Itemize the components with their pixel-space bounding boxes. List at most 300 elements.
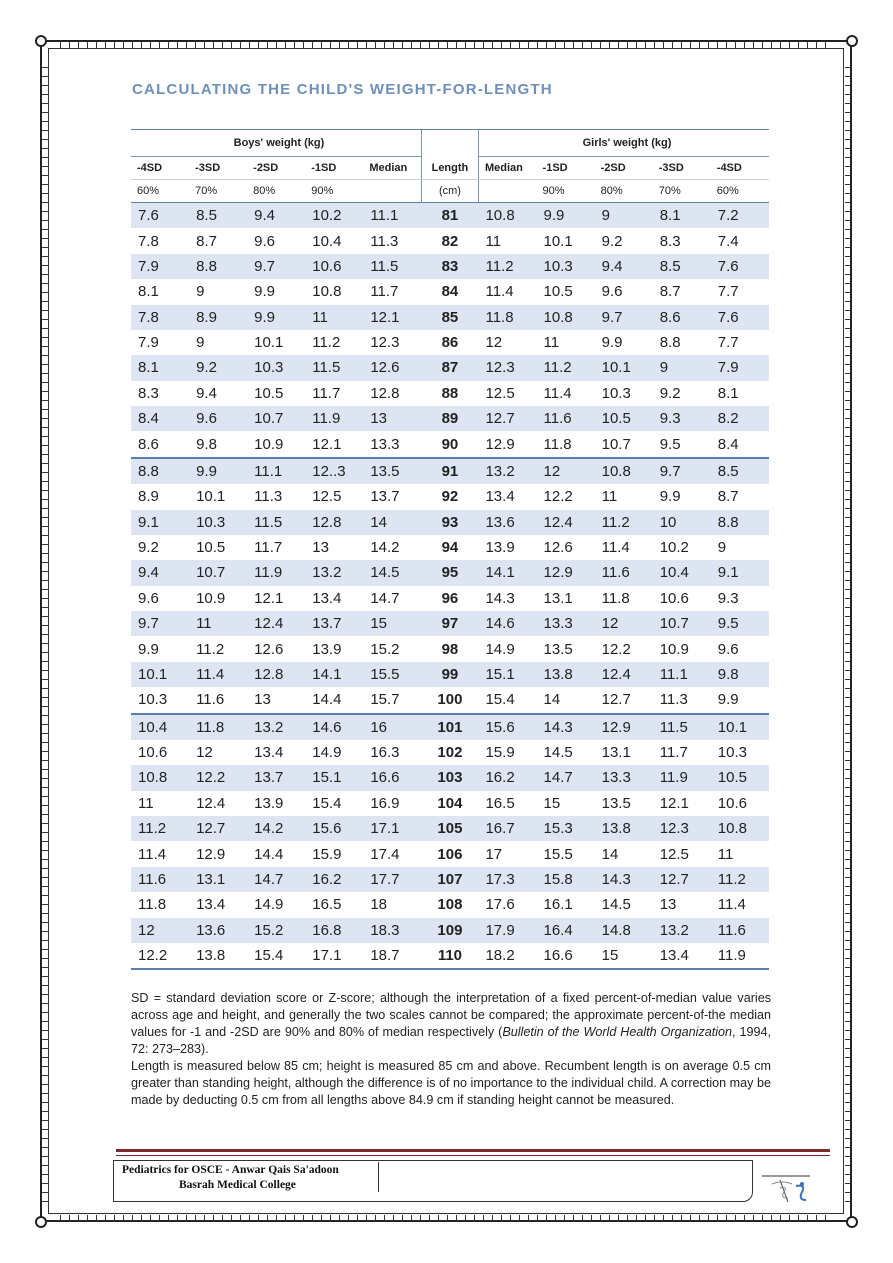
girls-weight-cell: 13.3 [537, 611, 595, 636]
boys-weight-cell: 11.3 [370, 232, 399, 250]
table-body [131, 203, 769, 970]
boys-weight-cell: 9 [196, 334, 205, 352]
boys-weight-cell: 9.1 [131, 510, 189, 535]
footer-rule [116, 1155, 830, 1156]
boys-weight-cell: 7.8 [131, 305, 189, 330]
boys-weight-cell: 12 [131, 918, 189, 943]
girls-weight-cell: 13.4 [485, 488, 515, 506]
girls-weight-cell: 9.6 [717, 640, 739, 658]
length-cell: 97 [421, 611, 478, 636]
girls-weight-cell: 12.3 [478, 355, 536, 380]
girls-weight-cell: 17 [485, 845, 503, 863]
note-text: SD = standard deviation score or Z-score; although the interpretation of a fixed percent-of-median value varies across age and height, and generally the two scales cannot be compared; the approximate percent-of-the median values for -1 and -2SD are 90% and 80% of median respectively ( [131, 991, 771, 1039]
girls-weight-cell: 10.7 [601, 435, 631, 453]
girls-weight-cell: 8.2 [711, 406, 769, 431]
boys-weight-cell: 14.1 [305, 662, 363, 687]
boys-weight-cell: 11.2 [131, 816, 189, 841]
girls-weight-cell: 10.5 [543, 283, 573, 301]
girls-weight-cell: 14.1 [478, 560, 536, 585]
girls-weight-cell: 10.5 [595, 406, 653, 431]
girls-weight-cell: 10.3 [717, 744, 747, 762]
footer-credit [122, 1163, 339, 1193]
girls-weight-cell: 7.7 [717, 334, 739, 352]
note-sd-definition [131, 990, 771, 1058]
length-cell: 96 [441, 589, 459, 607]
girls-weight-cell: 18.2 [478, 943, 536, 969]
girls-weight-cell: 17.9 [478, 918, 536, 943]
length-header-blank [421, 130, 478, 157]
boys-weight-cell: 17.4 [370, 845, 400, 863]
girls-weight-cell: 11.6 [711, 918, 769, 943]
boys-weight-cell: 12.4 [247, 611, 305, 636]
girls-weight-cell: 12.1 [659, 794, 689, 812]
boys-weight-cell: 8.3 [138, 384, 159, 402]
boys-weight-cell: 9.2 [189, 355, 247, 380]
boys-weight-cell: 14.7 [370, 589, 400, 607]
girls-weight-cell: 12.7 [653, 867, 711, 892]
girls-weight-cell: 14.5 [543, 744, 573, 762]
note-citation: Bulletin of the World Health Organization [502, 1025, 733, 1039]
girls-weight-cell: 11.2 [711, 867, 769, 892]
length-cell: 106 [437, 845, 463, 863]
border-ornament-left [42, 60, 48, 1202]
boys-weight-cell: 10.1 [131, 662, 189, 687]
girls-weight-cell: 7.9 [711, 355, 769, 380]
boys-weight-cell: 9.6 [138, 589, 159, 607]
girls-weight-cell: 13.1 [601, 744, 631, 762]
boys-weight-cell: 10.5 [254, 384, 284, 402]
boys-weight-cell: 14.6 [305, 714, 363, 740]
boys-weight-cell: 12.8 [370, 384, 400, 402]
length-cell: 107 [421, 867, 478, 892]
girls-weight-cell: 11 [601, 488, 618, 506]
boys-weight-cell: 12 [196, 744, 213, 762]
girls-weight-cell: 8.5 [711, 458, 769, 484]
length-cell: 94 [441, 539, 459, 557]
boys-weight-cell: 13.2 [247, 714, 305, 740]
boys-weight-cell: 9.2 [138, 539, 159, 557]
girls-weight-cell: 13.2 [478, 458, 536, 484]
boys-weight-cell: 17.1 [363, 816, 421, 841]
boys-weight-cell: 8.5 [189, 203, 247, 229]
girls-weight-cell: 12.5 [659, 845, 689, 863]
girls-weight-cell: 13.8 [537, 662, 595, 687]
weight-for-length-table [131, 129, 769, 970]
boys-weight-cell: 13.8 [189, 943, 247, 969]
girls-weight-cell: 11.6 [595, 560, 653, 585]
length-cell: 92 [441, 488, 459, 506]
girls-weight-cell: 10.1 [543, 232, 573, 250]
girls-weight-cell: 14.5 [601, 896, 631, 914]
boys-weight-cell: 14.4 [254, 845, 284, 863]
table-row [131, 714, 769, 740]
table-row [131, 355, 769, 380]
boys-weight-cell: 13.7 [305, 611, 363, 636]
girls-weight-cell: 11 [543, 334, 560, 352]
girls-weight-cell: 10.7 [653, 611, 711, 636]
girls-weight-cell: 10.9 [659, 640, 689, 658]
boys-weight-cell: 10.4 [131, 714, 189, 740]
boys-weight-cell: 13.4 [196, 896, 226, 914]
boys-weight-cell: 13.9 [312, 640, 342, 658]
girls-weight-cell: 10.1 [595, 355, 653, 380]
girls-weight-cell: 9.7 [653, 458, 711, 484]
length-cell: 95 [421, 560, 478, 585]
girls-weight-cell: 7.7 [717, 283, 739, 301]
table-row [131, 254, 769, 279]
boys-weight-cell: 15.1 [305, 765, 363, 790]
border-ornament-right [845, 60, 851, 1202]
boys-weight-cell: 11 [138, 794, 154, 812]
table-row [131, 279, 769, 304]
boys-weight-cell: 11.7 [312, 384, 341, 402]
girls-weight-cell: 10.5 [711, 765, 769, 790]
girls-weight-cell: 12.5 [485, 384, 515, 402]
boys-weight-cell: 10.4 [312, 232, 342, 250]
border-ornament-top [60, 42, 832, 48]
length-cell: 81 [421, 203, 478, 229]
column-header-sd: Median [363, 157, 421, 180]
length-cell: 98 [441, 640, 459, 658]
girls-weight-cell: 11.9 [653, 765, 711, 790]
boys-weight-cell: 13.5 [363, 458, 421, 484]
boys-weight-cell: 17.7 [363, 867, 421, 892]
boys-weight-cell: 8.9 [138, 488, 159, 506]
boys-weight-cell: 10.1 [254, 334, 284, 352]
corner-ornament-icon [843, 1213, 861, 1231]
column-header-pct: 60% [711, 180, 769, 203]
girls-weight-cell: 12.9 [595, 714, 653, 740]
boys-weight-cell: 14.4 [312, 691, 342, 709]
girls-weight-cell: 9 [653, 355, 711, 380]
boys-weight-cell: 7.8 [138, 232, 159, 250]
boys-weight-cell: 11 [305, 305, 363, 330]
girls-weight-cell: 15.1 [478, 662, 536, 687]
table-row [131, 330, 769, 355]
girls-weight-cell: 7.2 [711, 203, 769, 229]
length-cell: 88 [441, 384, 459, 402]
table-row [131, 484, 769, 509]
boys-weight-cell: 8.9 [189, 305, 247, 330]
girls-weight-cell: 8.5 [653, 254, 711, 279]
boys-weight-cell: 12.6 [254, 640, 284, 658]
border-ornament-bottom [60, 1215, 832, 1221]
column-header-pct: 90% [305, 180, 363, 203]
column-header-sd: -2SD [595, 157, 653, 180]
length-cell: 99 [421, 662, 478, 687]
girls-weight-header: Girls' weight (kg) [478, 130, 769, 157]
boys-weight-cell: 14.2 [247, 816, 305, 841]
girls-weight-cell: 16.2 [478, 765, 536, 790]
length-header: Length [421, 157, 478, 180]
table-row [131, 687, 769, 713]
boys-weight-cell: 15.5 [363, 662, 421, 687]
girls-weight-cell: 10.1 [711, 714, 769, 740]
girls-weight-cell: 7.4 [717, 232, 739, 250]
girls-weight-cell: 14.7 [537, 765, 595, 790]
boys-weight-cell: 18.7 [363, 943, 421, 969]
girls-weight-cell: 10 [653, 510, 711, 535]
girls-weight-cell: 11.5 [653, 714, 711, 740]
girls-weight-cell: 10.8 [478, 203, 536, 229]
table-row [131, 535, 769, 560]
corner-ornament-icon [843, 32, 861, 50]
boys-weight-cell: 13.9 [254, 794, 284, 812]
boys-weight-cell: 11.6 [196, 691, 225, 709]
table-row [131, 943, 769, 969]
boys-weight-cell: 8.4 [131, 406, 189, 431]
boys-weight-cell: 10.9 [196, 589, 226, 607]
girls-weight-cell: 13.1 [543, 589, 573, 607]
girls-weight-cell: 8.7 [717, 488, 739, 506]
length-cell: 110 [421, 943, 478, 969]
boys-weight-cell: 12.5 [312, 488, 342, 506]
boys-weight-cell: 7.6 [131, 203, 189, 229]
girls-weight-cell: 16.1 [543, 896, 573, 914]
table-row [131, 305, 769, 330]
boys-weight-cell: 14.9 [254, 896, 284, 914]
girls-weight-cell: 11.4 [543, 384, 572, 402]
column-header-sd: -1SD [537, 157, 595, 180]
length-cell: 109 [421, 918, 478, 943]
girls-weight-cell: 15.3 [537, 816, 595, 841]
boys-weight-cell: 16.9 [370, 794, 400, 812]
girls-weight-cell: 8.1 [653, 203, 711, 229]
girls-weight-cell: 11.1 [653, 662, 711, 687]
boys-weight-cell: 15.4 [312, 794, 342, 812]
girls-weight-cell: 12.9 [537, 560, 595, 585]
girls-weight-cell: 14.3 [595, 867, 653, 892]
column-header-sd: -1SD [305, 157, 363, 180]
girls-weight-cell: 10.6 [659, 589, 689, 607]
girls-weight-cell: 9.2 [659, 384, 681, 402]
boys-weight-cell: 9.7 [247, 254, 305, 279]
girls-weight-cell: 11 [717, 845, 734, 863]
boys-weight-cell: 8.1 [131, 355, 189, 380]
girls-weight-cell: 10.3 [537, 254, 595, 279]
boys-weight-cell: 16.8 [305, 918, 363, 943]
girls-weight-cell: 9.3 [653, 406, 711, 431]
table-row [131, 816, 769, 841]
girls-weight-cell: 13 [659, 896, 677, 914]
boys-weight-cell: 8.1 [138, 283, 159, 301]
table-row [131, 867, 769, 892]
boys-weight-cell: 11.4 [189, 662, 247, 687]
girls-weight-cell: 9.2 [601, 232, 623, 250]
boys-weight-cell: 7.9 [138, 334, 159, 352]
boys-weight-cell: 11.6 [131, 867, 189, 892]
boys-weight-cell: 10.3 [247, 355, 305, 380]
boys-weight-cell: 15.2 [247, 918, 305, 943]
boys-weight-cell: 11.1 [363, 203, 421, 229]
boys-weight-cell: 12.7 [189, 816, 247, 841]
boys-weight-cell: 13 [363, 406, 421, 431]
girls-weight-cell: 11.6 [537, 406, 595, 431]
girls-weight-cell: 15.5 [543, 845, 573, 863]
column-header-pct: 80% [247, 180, 305, 203]
footer-divider [378, 1162, 379, 1192]
boys-weight-cell: 15.9 [312, 845, 342, 863]
boys-weight-cell: 10.7 [247, 406, 305, 431]
girls-weight-cell: 11.8 [543, 435, 572, 453]
boys-weight-cell: 18 [370, 896, 387, 914]
girls-weight-cell: 10.6 [717, 794, 747, 812]
boys-weight-cell: 12.3 [370, 334, 400, 352]
girls-weight-cell: 12.6 [543, 539, 573, 557]
boys-weight-cell: 10.6 [138, 744, 168, 762]
girls-weight-cell: 8.8 [659, 334, 681, 352]
boys-weight-cell: 10.7 [189, 560, 247, 585]
boys-weight-cell: 12.1 [312, 435, 342, 453]
girls-weight-cell: 12.2 [601, 640, 631, 658]
page-title: CALCULATING THE CHILD'S WEIGHT-FOR-LENGTH [132, 81, 553, 98]
column-header-sd: -3SD [189, 157, 247, 180]
column-header-pct [478, 180, 536, 203]
boys-weight-cell: 15.2 [370, 640, 400, 658]
boys-weight-cell: 11.2 [312, 334, 341, 352]
length-cell: 93 [421, 510, 478, 535]
girls-weight-cell: 16.5 [485, 794, 515, 812]
boys-weight-cell: 9.6 [189, 406, 247, 431]
length-cell: 91 [421, 458, 478, 484]
table-row [131, 791, 769, 816]
footer-line-author: Pediatrics for OSCE - Anwar Qais Sa'adoon [122, 1164, 339, 1176]
length-cell: 108 [437, 896, 463, 914]
boys-weight-cell: 12.1 [363, 305, 421, 330]
girls-weight-cell: 9.3 [717, 589, 739, 607]
length-cell: 103 [421, 765, 478, 790]
corner-ornament-icon [32, 1213, 50, 1231]
boys-weight-cell: 8.6 [138, 435, 159, 453]
boys-weight-cell: 10.3 [189, 510, 247, 535]
column-header-sd: -4SD [131, 157, 189, 180]
girls-weight-cell: 11.9 [711, 943, 769, 969]
girls-weight-cell: 9.9 [537, 203, 595, 229]
boys-weight-cell: 13.7 [370, 488, 400, 506]
length-cell: 90 [441, 435, 459, 453]
girls-weight-cell: 12.3 [653, 816, 711, 841]
girls-weight-cell: 14.3 [537, 714, 595, 740]
girls-weight-cell: 14.8 [595, 918, 653, 943]
length-cell: 105 [421, 816, 478, 841]
girls-weight-cell: 9.9 [659, 488, 681, 506]
table-row [131, 203, 769, 229]
column-header-pct: 60% [131, 180, 189, 203]
girls-weight-cell: 9.5 [711, 611, 769, 636]
boys-weight-cell: 14.9 [312, 744, 342, 762]
girls-weight-cell: 9.9 [717, 691, 739, 709]
boys-weight-cell: 14.2 [370, 539, 400, 557]
girls-weight-cell: 14 [543, 691, 561, 709]
boys-weight-cell: 13.6 [189, 918, 247, 943]
girls-weight-cell: 12 [595, 611, 653, 636]
boys-weight-cell: 15.6 [305, 816, 363, 841]
boys-weight-cell: 11.4 [138, 845, 167, 863]
table-row [131, 406, 769, 431]
girls-weight-cell: 9.4 [595, 254, 653, 279]
girls-weight-cell: 14.9 [485, 640, 515, 658]
girls-weight-cell: 11.7 [659, 744, 688, 762]
column-header-pct [363, 180, 421, 203]
boys-weight-cell: 11.7 [370, 283, 399, 301]
length-cell: 85 [421, 305, 478, 330]
girls-weight-cell: 10.2 [659, 539, 689, 557]
girls-weight-cell: 15 [595, 943, 653, 969]
girls-weight-cell: 17.6 [485, 896, 515, 914]
boys-weight-cell: 10.6 [305, 254, 363, 279]
boys-weight-cell: 13.4 [254, 744, 284, 762]
boys-weight-cell: 11.5 [363, 254, 421, 279]
note-length-measurement: Length is measured below 85 cm; height is measured 85 cm and above. Recumbent length is on average 0.5 cm greater than standing height, although the difference is of no importance to the individual child. A correction may be made by deducting 0.5 cm from all lengths above 84.9 cm if standing height cannot be measured. [131, 1059, 771, 1107]
boys-weight-cell: 16 [363, 714, 421, 740]
boys-weight-cell: 8.8 [189, 254, 247, 279]
boys-weight-cell: 13.3 [370, 435, 400, 453]
boys-weight-cell: 15.7 [370, 691, 400, 709]
boys-weight-cell: 9.9 [138, 640, 159, 658]
boys-weight-cell: 13.7 [247, 765, 305, 790]
boys-weight-cell: 10.1 [196, 488, 226, 506]
boys-weight-cell: 14.5 [363, 560, 421, 585]
length-cell: 89 [421, 406, 478, 431]
boys-weight-cell: 9.7 [131, 611, 189, 636]
column-header-pct: 70% [653, 180, 711, 203]
column-header-sd: -4SD [711, 157, 769, 180]
length-cell: 86 [441, 334, 459, 352]
girls-weight-cell: 16.6 [537, 943, 595, 969]
girls-weight-cell: 8.8 [711, 510, 769, 535]
girls-weight-cell: 16.7 [478, 816, 536, 841]
table-row [131, 560, 769, 585]
boys-weight-cell: 13.4 [312, 589, 342, 607]
girls-weight-cell: 12.7 [478, 406, 536, 431]
girls-weight-cell: 11.4 [717, 896, 746, 914]
boys-weight-header: Boys' weight (kg) [131, 130, 421, 157]
girls-weight-cell: 11.2 [537, 355, 595, 380]
boys-weight-cell: 11.9 [247, 560, 305, 585]
girls-weight-cell: 7.6 [711, 254, 769, 279]
table-row [131, 431, 769, 457]
boys-weight-cell: 11.2 [196, 640, 225, 658]
table-row [131, 740, 769, 765]
boys-weight-cell: 8.7 [196, 232, 217, 250]
girls-weight-cell: 11.8 [478, 305, 536, 330]
length-cell: 84 [441, 283, 459, 301]
boys-weight-cell: 10.3 [138, 691, 168, 709]
boys-weight-cell: 9.9 [247, 305, 305, 330]
girls-weight-cell: 8.1 [717, 384, 739, 402]
length-cell: 101 [421, 714, 478, 740]
boys-weight-cell: 15 [363, 611, 421, 636]
girls-weight-cell: 10.8 [537, 305, 595, 330]
length-cell: 87 [421, 355, 478, 380]
boys-weight-cell: 9.9 [189, 458, 247, 484]
girls-weight-cell: 12.7 [601, 691, 631, 709]
table-row [131, 510, 769, 535]
girls-weight-cell: 9.1 [711, 560, 769, 585]
boys-weight-cell: 14 [363, 510, 421, 535]
boys-weight-cell: 12.1 [254, 589, 284, 607]
boys-weight-cell: 11.7 [254, 539, 283, 557]
table-row [131, 636, 769, 661]
boys-weight-cell: 11.3 [254, 488, 283, 506]
boys-weight-cell: 11.5 [247, 510, 305, 535]
boys-weight-cell: 13.2 [305, 560, 363, 585]
girls-weight-cell: 8.3 [659, 232, 681, 250]
boys-weight-cell: 9.9 [254, 283, 276, 301]
girls-weight-cell: 12.4 [537, 510, 595, 535]
boys-weight-cell: 11.9 [305, 406, 363, 431]
boys-weight-cell: 10.8 [312, 283, 342, 301]
